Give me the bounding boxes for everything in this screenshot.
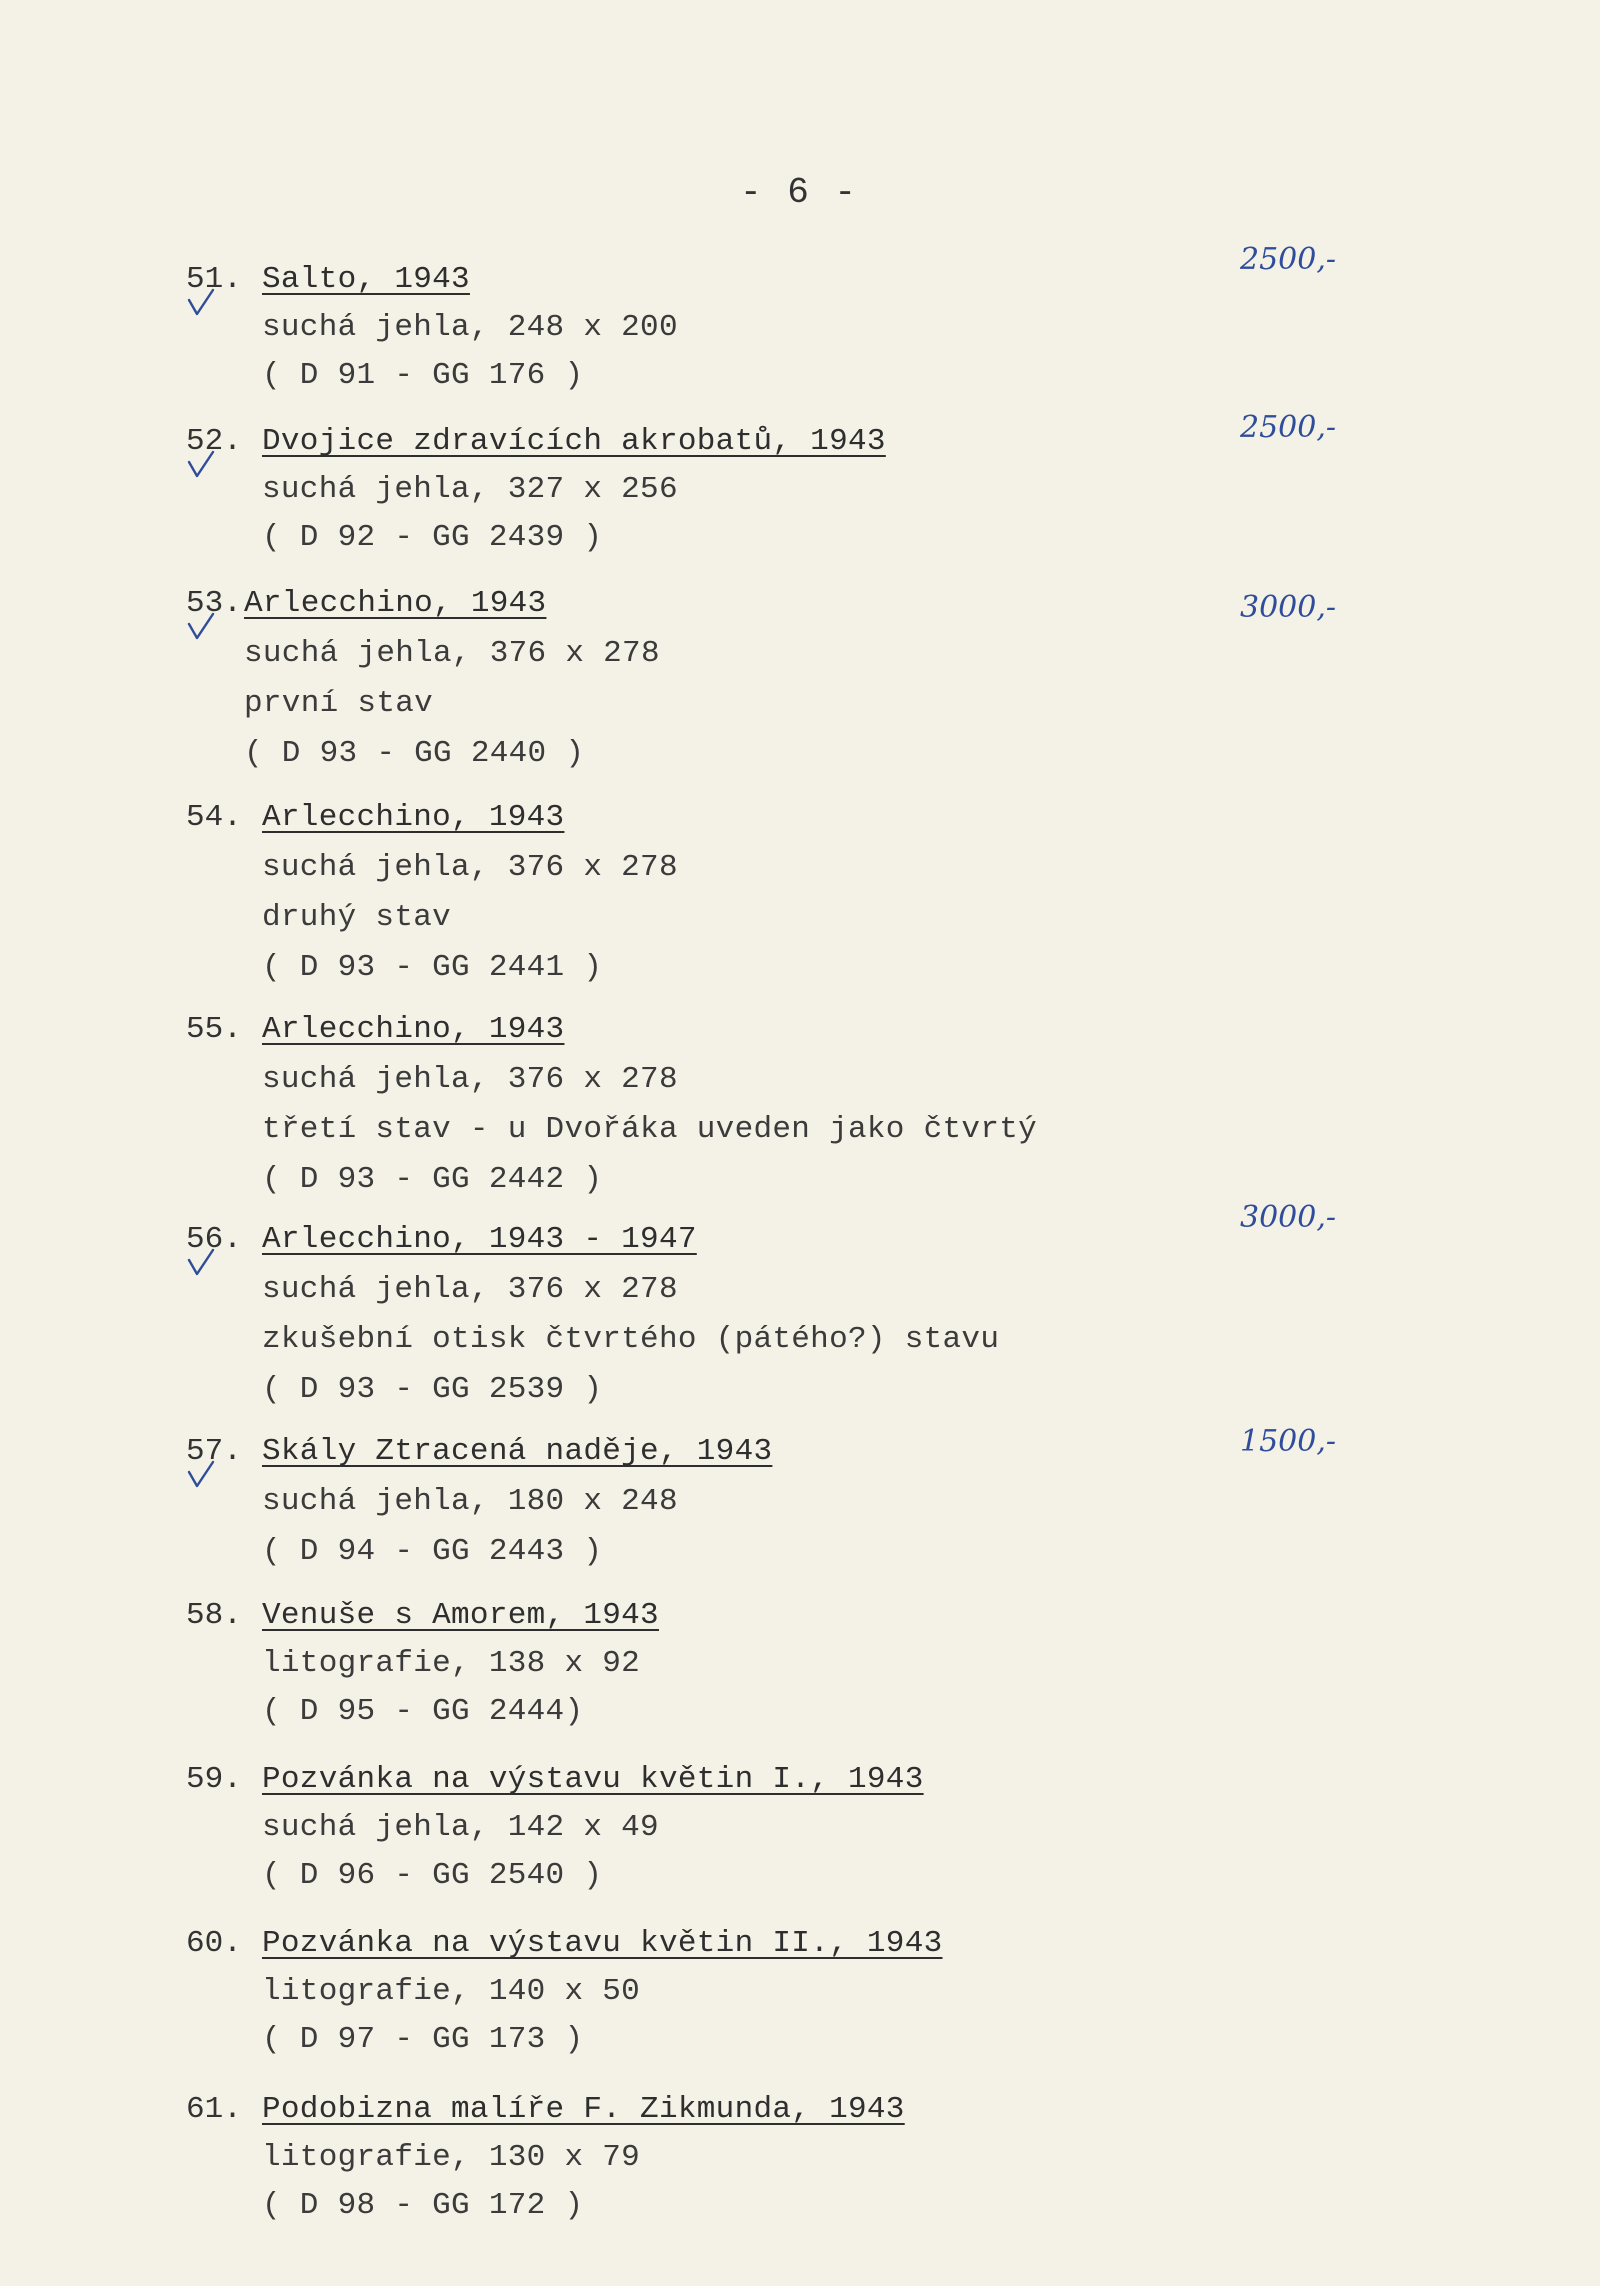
checkmark-icon: [186, 450, 216, 480]
entry-detail: druhý stav: [262, 900, 452, 935]
entry-detail: ( D 93 - GG 2539 ): [262, 1372, 603, 1407]
entry-detail: suchá jehla, 376 x 278: [262, 850, 678, 885]
entry-detail: suchá jehla, 376 x 278: [262, 1062, 678, 1097]
entry-number: 53.: [186, 586, 242, 621]
entry-detail: první stav: [244, 686, 434, 721]
entry-number: 54.: [186, 800, 242, 835]
entry-title: Pozvánka na výstavu květin I., 1943: [262, 1762, 924, 1797]
checkmark-icon: [186, 1248, 216, 1278]
handwritten-price: 3000,-: [1240, 590, 1337, 625]
entry-number: 58.: [186, 1598, 242, 1633]
entry-detail: ( D 95 - GG 2444): [262, 1694, 584, 1729]
entry-number: 51.: [186, 262, 242, 297]
entry-detail: ( D 93 - GG 2440 ): [244, 736, 585, 771]
entry-title: Arlecchino, 1943: [262, 1012, 565, 1047]
entry-title: Arlecchino, 1943: [244, 586, 547, 621]
checkmark-icon: [186, 1460, 216, 1490]
entry-detail: ( D 94 - GG 2443 ): [262, 1534, 603, 1569]
entry-detail: třetí stav - u Dvořáka uveden jako čtvrtý: [262, 1112, 1038, 1147]
entry-title: Podobizna malíře F. Zikmunda, 1943: [262, 2092, 905, 2127]
entry-detail: suchá jehla, 376 x 278: [262, 1272, 678, 1307]
entry-detail: ( D 93 - GG 2442 ): [262, 1162, 603, 1197]
entry-title: Dvojice zdravících akrobatů, 1943: [262, 424, 886, 459]
entry-detail: suchá jehla, 376 x 278: [244, 636, 660, 671]
entry-number: 57.: [186, 1434, 242, 1469]
entry-detail: suchá jehla, 142 x 49: [262, 1810, 659, 1845]
entry-detail: litografie, 130 x 79: [262, 2140, 641, 2175]
handwritten-price: 2500,-: [1240, 410, 1337, 445]
page-number: - 6 -: [740, 172, 859, 213]
entry-detail: suchá jehla, 180 x 248: [262, 1484, 678, 1519]
entry-detail: ( D 91 - GG 176 ): [262, 358, 584, 393]
entry-number: 61.: [186, 2092, 242, 2127]
entry-number: 55.: [186, 1012, 242, 1047]
entry-detail: litografie, 140 x 50: [262, 1974, 641, 2009]
entry-title: Pozvánka na výstavu květin II., 1943: [262, 1926, 943, 1961]
entry-number: 52.: [186, 424, 242, 459]
checkmark-icon: [186, 288, 216, 318]
entry-detail: zkušební otisk čtvrtého (pátého?) stavu: [262, 1322, 1000, 1357]
checkmark-icon: [186, 612, 216, 642]
entry-detail: ( D 97 - GG 173 ): [262, 2022, 584, 2057]
handwritten-price: 3000,-: [1240, 1200, 1337, 1235]
entry-title: Salto, 1943: [262, 262, 470, 297]
entry-title: Venuše s Amorem, 1943: [262, 1598, 659, 1633]
entry-detail: suchá jehla, 327 x 256: [262, 472, 678, 507]
entry-title: Arlecchino, 1943: [262, 800, 565, 835]
entry-title: Skály Ztracená naděje, 1943: [262, 1434, 773, 1469]
entry-number: 59.: [186, 1762, 242, 1797]
entry-number: 56.: [186, 1222, 242, 1257]
entry-title: Arlecchino, 1943 - 1947: [262, 1222, 697, 1257]
handwritten-price: 1500,-: [1240, 1424, 1337, 1459]
entry-detail: ( D 96 - GG 2540 ): [262, 1858, 603, 1893]
entry-detail: litografie, 138 x 92: [262, 1646, 641, 1681]
entry-detail: suchá jehla, 248 x 200: [262, 310, 678, 345]
entry-detail: ( D 93 - GG 2441 ): [262, 950, 603, 985]
entry-detail: ( D 98 - GG 172 ): [262, 2188, 584, 2223]
entry-number: 60.: [186, 1926, 242, 1961]
entry-detail: ( D 92 - GG 2439 ): [262, 520, 603, 555]
handwritten-price: 2500,-: [1240, 242, 1337, 277]
